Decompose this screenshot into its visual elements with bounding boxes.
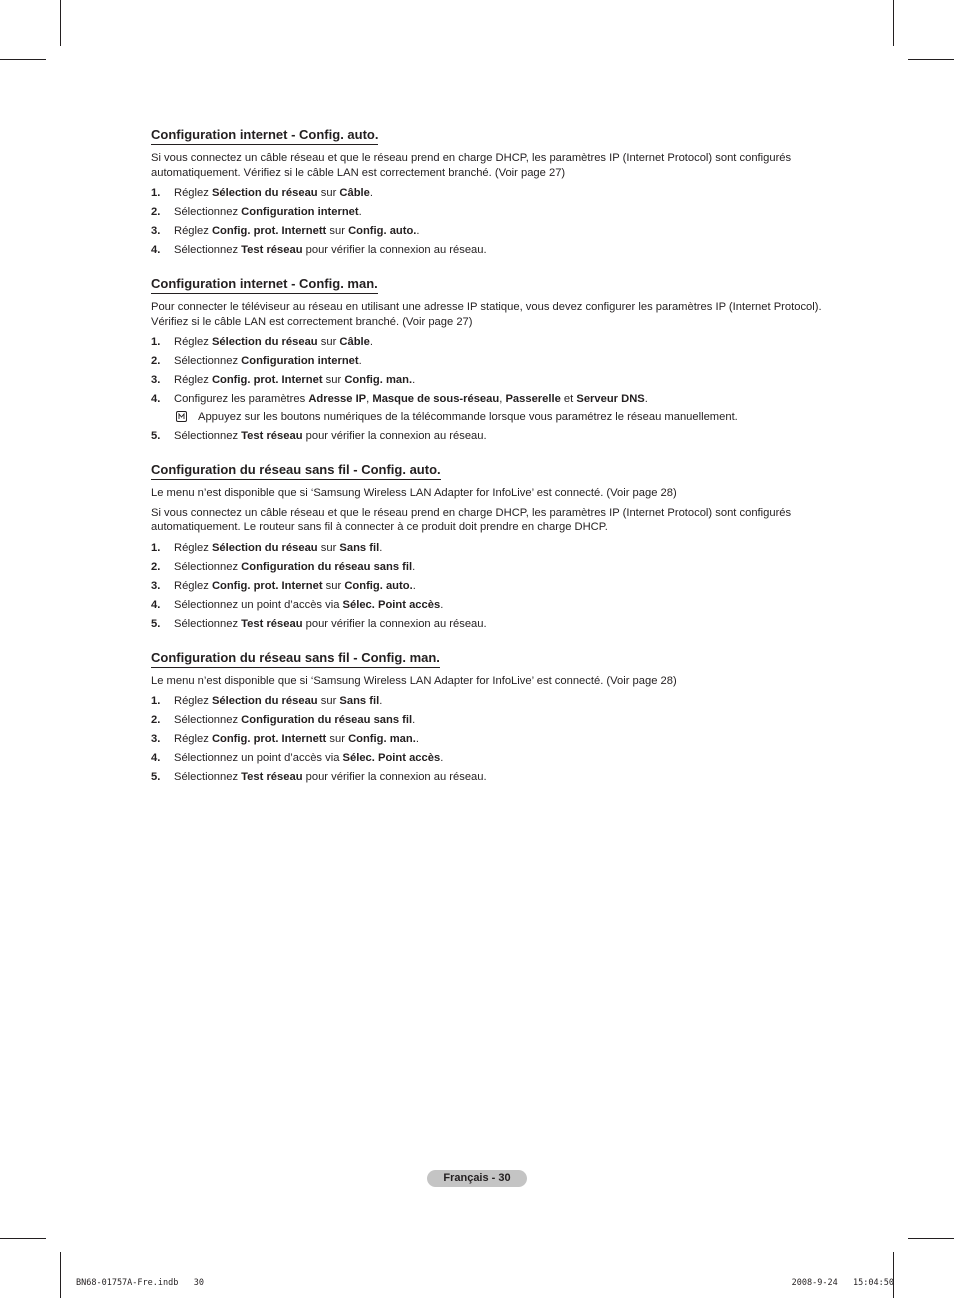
section-title: Configuration du réseau sans fil - Config. man. (151, 650, 440, 668)
step-item (151, 598, 823, 612)
step-number: 2. (151, 714, 161, 726)
step-item (151, 751, 823, 765)
step-item (151, 694, 823, 708)
step-keyword: Config. prot. Internett (211, 225, 327, 237)
step-text: . (415, 733, 419, 745)
crop-mark (0, 1238, 46, 1239)
step-number: 4. (151, 244, 161, 256)
step-text: Réglez (174, 374, 212, 386)
step-keyword: Test réseau (241, 244, 303, 256)
step-item (151, 392, 823, 424)
step-number: 2. (151, 206, 161, 218)
step-text: sur (317, 541, 340, 554)
crop-mark (60, 0, 61, 46)
step-item (151, 560, 823, 574)
step-text: . (416, 225, 420, 237)
step-keyword: Câble (339, 187, 370, 199)
step-text: sur (317, 336, 340, 348)
step-keyword: Serveur DNS (576, 393, 645, 405)
step-number: 5. (151, 430, 161, 442)
step-text: Sélectionnez (174, 355, 242, 367)
step-text: Réglez (174, 187, 212, 199)
note-text: Appuyez sur les boutons numériques de la télécommande lorsque vous paramétrez le réseau manuellement. (198, 411, 738, 423)
step-note (174, 410, 823, 424)
step-text: Sélectionnez (174, 771, 242, 783)
step-text: . (440, 598, 444, 611)
step-text: Sélectionnez un point d’accès via (174, 752, 343, 764)
step-text: Réglez (174, 579, 212, 592)
crop-mark (908, 59, 954, 60)
step-text: Réglez (174, 695, 212, 707)
step-text: et (560, 393, 577, 405)
step-number: 4. (151, 752, 161, 764)
crop-mark (0, 59, 46, 60)
step-item (151, 541, 823, 555)
step-keyword: Config. auto. (344, 579, 413, 592)
step-text: pour vérifier la connexion au réseau. (302, 617, 487, 630)
step-text: Réglez (174, 541, 212, 554)
step-keyword: Sélec. Point accès (342, 598, 441, 611)
step-keyword: Config. prot. Internet (211, 579, 323, 592)
step-item (151, 429, 823, 443)
step-keyword: Câble (339, 336, 370, 348)
step-text: sur (322, 579, 345, 592)
step-keyword: Adresse IP (308, 393, 367, 405)
step-keyword: Test réseau (241, 771, 303, 783)
step-list (151, 335, 823, 443)
step-text: . (644, 393, 648, 405)
section-paragraph: Si vous connectez un câble réseau et que le réseau prend en charge DHCP, les paramètres IP (Internet Protocol) sont configurés automatiquement. Vérifiez si le câble LAN est correctement branché. (Voir page 27) (151, 152, 792, 179)
step-keyword: Test réseau (241, 430, 303, 442)
crop-mark (893, 0, 894, 46)
step-text: . (369, 336, 373, 348)
step-text: pour vérifier la connexion au réseau. (302, 771, 487, 783)
step-number: 3. (151, 225, 161, 237)
step-number: 3. (151, 374, 161, 386)
step-text: pour vérifier la connexion au réseau. (302, 430, 487, 442)
step-keyword: Sans fil (339, 695, 380, 707)
step-text: . (379, 695, 383, 707)
step-text: , (366, 393, 373, 405)
step-text: . (358, 355, 362, 367)
step-keyword: Configuration internet (241, 206, 359, 218)
step-keyword: Configuration internet (241, 355, 359, 367)
step-text: Sélectionnez (174, 617, 242, 630)
step-keyword: Config. prot. Internet (211, 374, 323, 386)
step-text: Sélectionnez (174, 714, 242, 726)
step-number: 5. (151, 771, 161, 783)
step-text: , (499, 393, 506, 405)
step-keyword: Config. prot. Internett (211, 733, 327, 745)
step-item (151, 186, 823, 200)
step-text: Sélectionnez (174, 206, 242, 218)
step-text: Sélectionnez un point d’accès via (174, 598, 343, 611)
print-slug-date: 2008-9-24 15:04:50 (791, 1278, 894, 1288)
step-item (151, 335, 823, 349)
step-number: 1. (151, 187, 161, 199)
step-keyword: Sélection du réseau (211, 695, 318, 707)
step-text: Sélectionnez (174, 560, 242, 573)
step-number: 5. (151, 617, 161, 630)
crop-mark (60, 1252, 61, 1298)
step-text: Réglez (174, 225, 212, 237)
step-text: Réglez (174, 336, 212, 348)
step-list (151, 186, 823, 257)
step-keyword: Configuration du réseau sans fil (241, 560, 413, 573)
step-keyword: Config. auto. (348, 225, 417, 237)
section-paragraph: Si vous connectez un câble réseau et que le réseau prend en charge DHCP, les paramètres IP (Internet Protocol) sont configurés automatiquement. Le routeur sans fil à connecter à ce produit doit prendre en charge DHCP. (151, 506, 792, 533)
section-paragraph: Pour connecter le téléviseur au réseau en utilisant une adresse IP statique, vous devez configurer les paramètres IP (Internet Protocol). Vérifiez si le câble LAN est correctement branché. (Voir page 27) (151, 301, 822, 328)
step-text: . (369, 187, 373, 199)
step-keyword: Sans fil (339, 541, 380, 554)
step-text: . (358, 206, 362, 218)
crop-mark (908, 1238, 954, 1239)
step-keyword: Configuration du réseau sans fil (241, 714, 413, 726)
step-keyword: Sélection du réseau (211, 187, 318, 199)
step-number: 1. (151, 541, 161, 554)
step-text: . (412, 579, 416, 592)
step-item (151, 224, 823, 238)
step-text: pour vérifier la connexion au réseau. (302, 244, 487, 256)
section-title: Configuration internet - Config. auto. (151, 127, 378, 145)
step-item (151, 205, 823, 219)
step-number: 4. (151, 393, 161, 405)
step-number: 2. (151, 560, 161, 573)
manual-content (151, 126, 823, 784)
step-item (151, 243, 823, 257)
step-item (151, 373, 823, 387)
step-text: . (412, 714, 416, 726)
section-paragraph: Le menu n’est disponible que si ‘Samsung Wireless LAN Adapter for InfoLive’ est connecté. (Voir page 28) (151, 487, 677, 499)
section-title: Configuration internet - Config. man. (151, 276, 378, 294)
step-number: 1. (151, 336, 161, 348)
step-keyword: Passerelle (505, 393, 561, 405)
step-text: sur (322, 374, 345, 386)
step-keyword: Sélection du réseau (211, 541, 318, 554)
step-text: Sélectionnez (174, 244, 242, 256)
step-text: Sélectionnez (174, 430, 242, 442)
section (151, 461, 823, 631)
step-list (151, 694, 823, 784)
section (151, 275, 823, 443)
step-text: sur (317, 695, 340, 707)
step-keyword: Sélection du réseau (211, 336, 318, 348)
section (151, 126, 823, 257)
step-number: 3. (151, 579, 161, 592)
step-text: . (379, 541, 383, 554)
step-text: . (412, 560, 416, 573)
step-text: sur (317, 187, 340, 199)
note-icon (176, 411, 187, 422)
step-text: Configurez les paramètres (174, 393, 309, 405)
step-text: sur (326, 733, 349, 745)
step-item (151, 732, 823, 746)
step-number: 3. (151, 733, 161, 745)
step-number: 4. (151, 598, 161, 611)
step-list (151, 541, 823, 631)
step-number: 2. (151, 355, 161, 367)
step-item (151, 770, 823, 784)
step-item (151, 579, 823, 593)
section-title: Configuration du réseau sans fil - Config. auto. (151, 462, 441, 480)
step-text: sur (326, 225, 349, 237)
step-keyword: Config. man. (344, 374, 413, 386)
step-item (151, 713, 823, 727)
step-text: Réglez (174, 733, 212, 745)
step-number: 1. (151, 695, 161, 707)
step-keyword: Masque de sous-réseau (372, 393, 500, 405)
page-number-badge: Français - 30 (427, 1170, 527, 1187)
step-text: . (440, 752, 444, 764)
step-keyword: Sélec. Point accès (342, 752, 441, 764)
step-item (151, 617, 823, 631)
section (151, 649, 823, 785)
section-paragraph: Le menu n’est disponible que si ‘Samsung Wireless LAN Adapter for InfoLive’ est connecté. (Voir page 28) (151, 674, 677, 687)
step-keyword: Test réseau (241, 617, 303, 630)
step-item (151, 354, 823, 368)
step-keyword: Config. man. (348, 733, 416, 745)
step-text: . (412, 374, 416, 386)
crop-mark (893, 1252, 894, 1298)
print-slug-file: BN68-01757A-Fre.indb 30 (76, 1278, 204, 1288)
